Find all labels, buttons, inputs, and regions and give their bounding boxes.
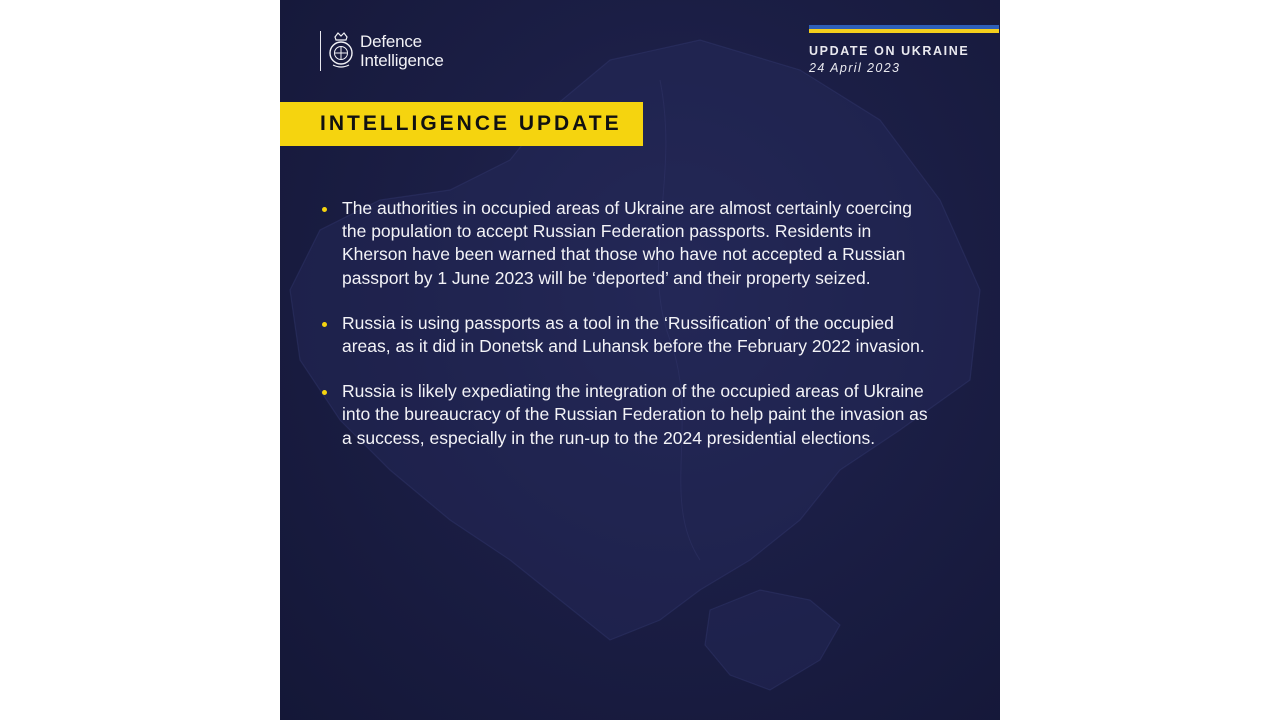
bullet-text: Russia is likely expediating the integration of the occupied areas of Ukraine into the bureaucracy of the Russian Federation to help paint the invasion as a success, especially in the run-up to the 2024 presidential elections. [342, 381, 928, 448]
bullet-text: Russia is using passports as a tool in the ‘Russification’ of the occupied areas, as it did in Donetsk and Luhansk before the February 2022 invasion. [342, 312, 925, 357]
bullet-item [322, 312, 932, 358]
crimea-shape [705, 590, 840, 690]
logo-line-2: Intelligence [360, 51, 444, 70]
bullet-text: The authorities in occupied areas of Ukraine are almost certainly coercing the population to accept Russian Federation passports. Residents in Kherson have been warned that those who have not accepted a Russian passport by 1 June 2023 will be ‘deported’ and their property seized. [342, 198, 913, 288]
flag-yellow-stripe [809, 29, 999, 33]
update-label: UPDATE ON UKRAINE [809, 44, 970, 58]
banner-title: INTELLIGENCE UPDATE [320, 112, 622, 135]
bullet-dot-icon [322, 390, 327, 395]
bullet-item [322, 380, 932, 450]
bullet-dot-icon [322, 322, 327, 327]
update-date: 24 April 2023 [809, 61, 901, 75]
bullet-dot-icon [322, 207, 327, 212]
intelligence-update-banner [280, 102, 643, 146]
intelligence-update-card [280, 0, 1000, 720]
bullet-item [322, 197, 932, 290]
bullet-list [322, 197, 932, 472]
logo-wordmark [360, 32, 444, 70]
logo-line-1: Defence [360, 32, 422, 51]
royal-crest-icon [327, 31, 355, 71]
defence-intelligence-logo [320, 30, 444, 72]
ukraine-flag-stripe [809, 25, 999, 33]
logo-divider [320, 31, 321, 71]
